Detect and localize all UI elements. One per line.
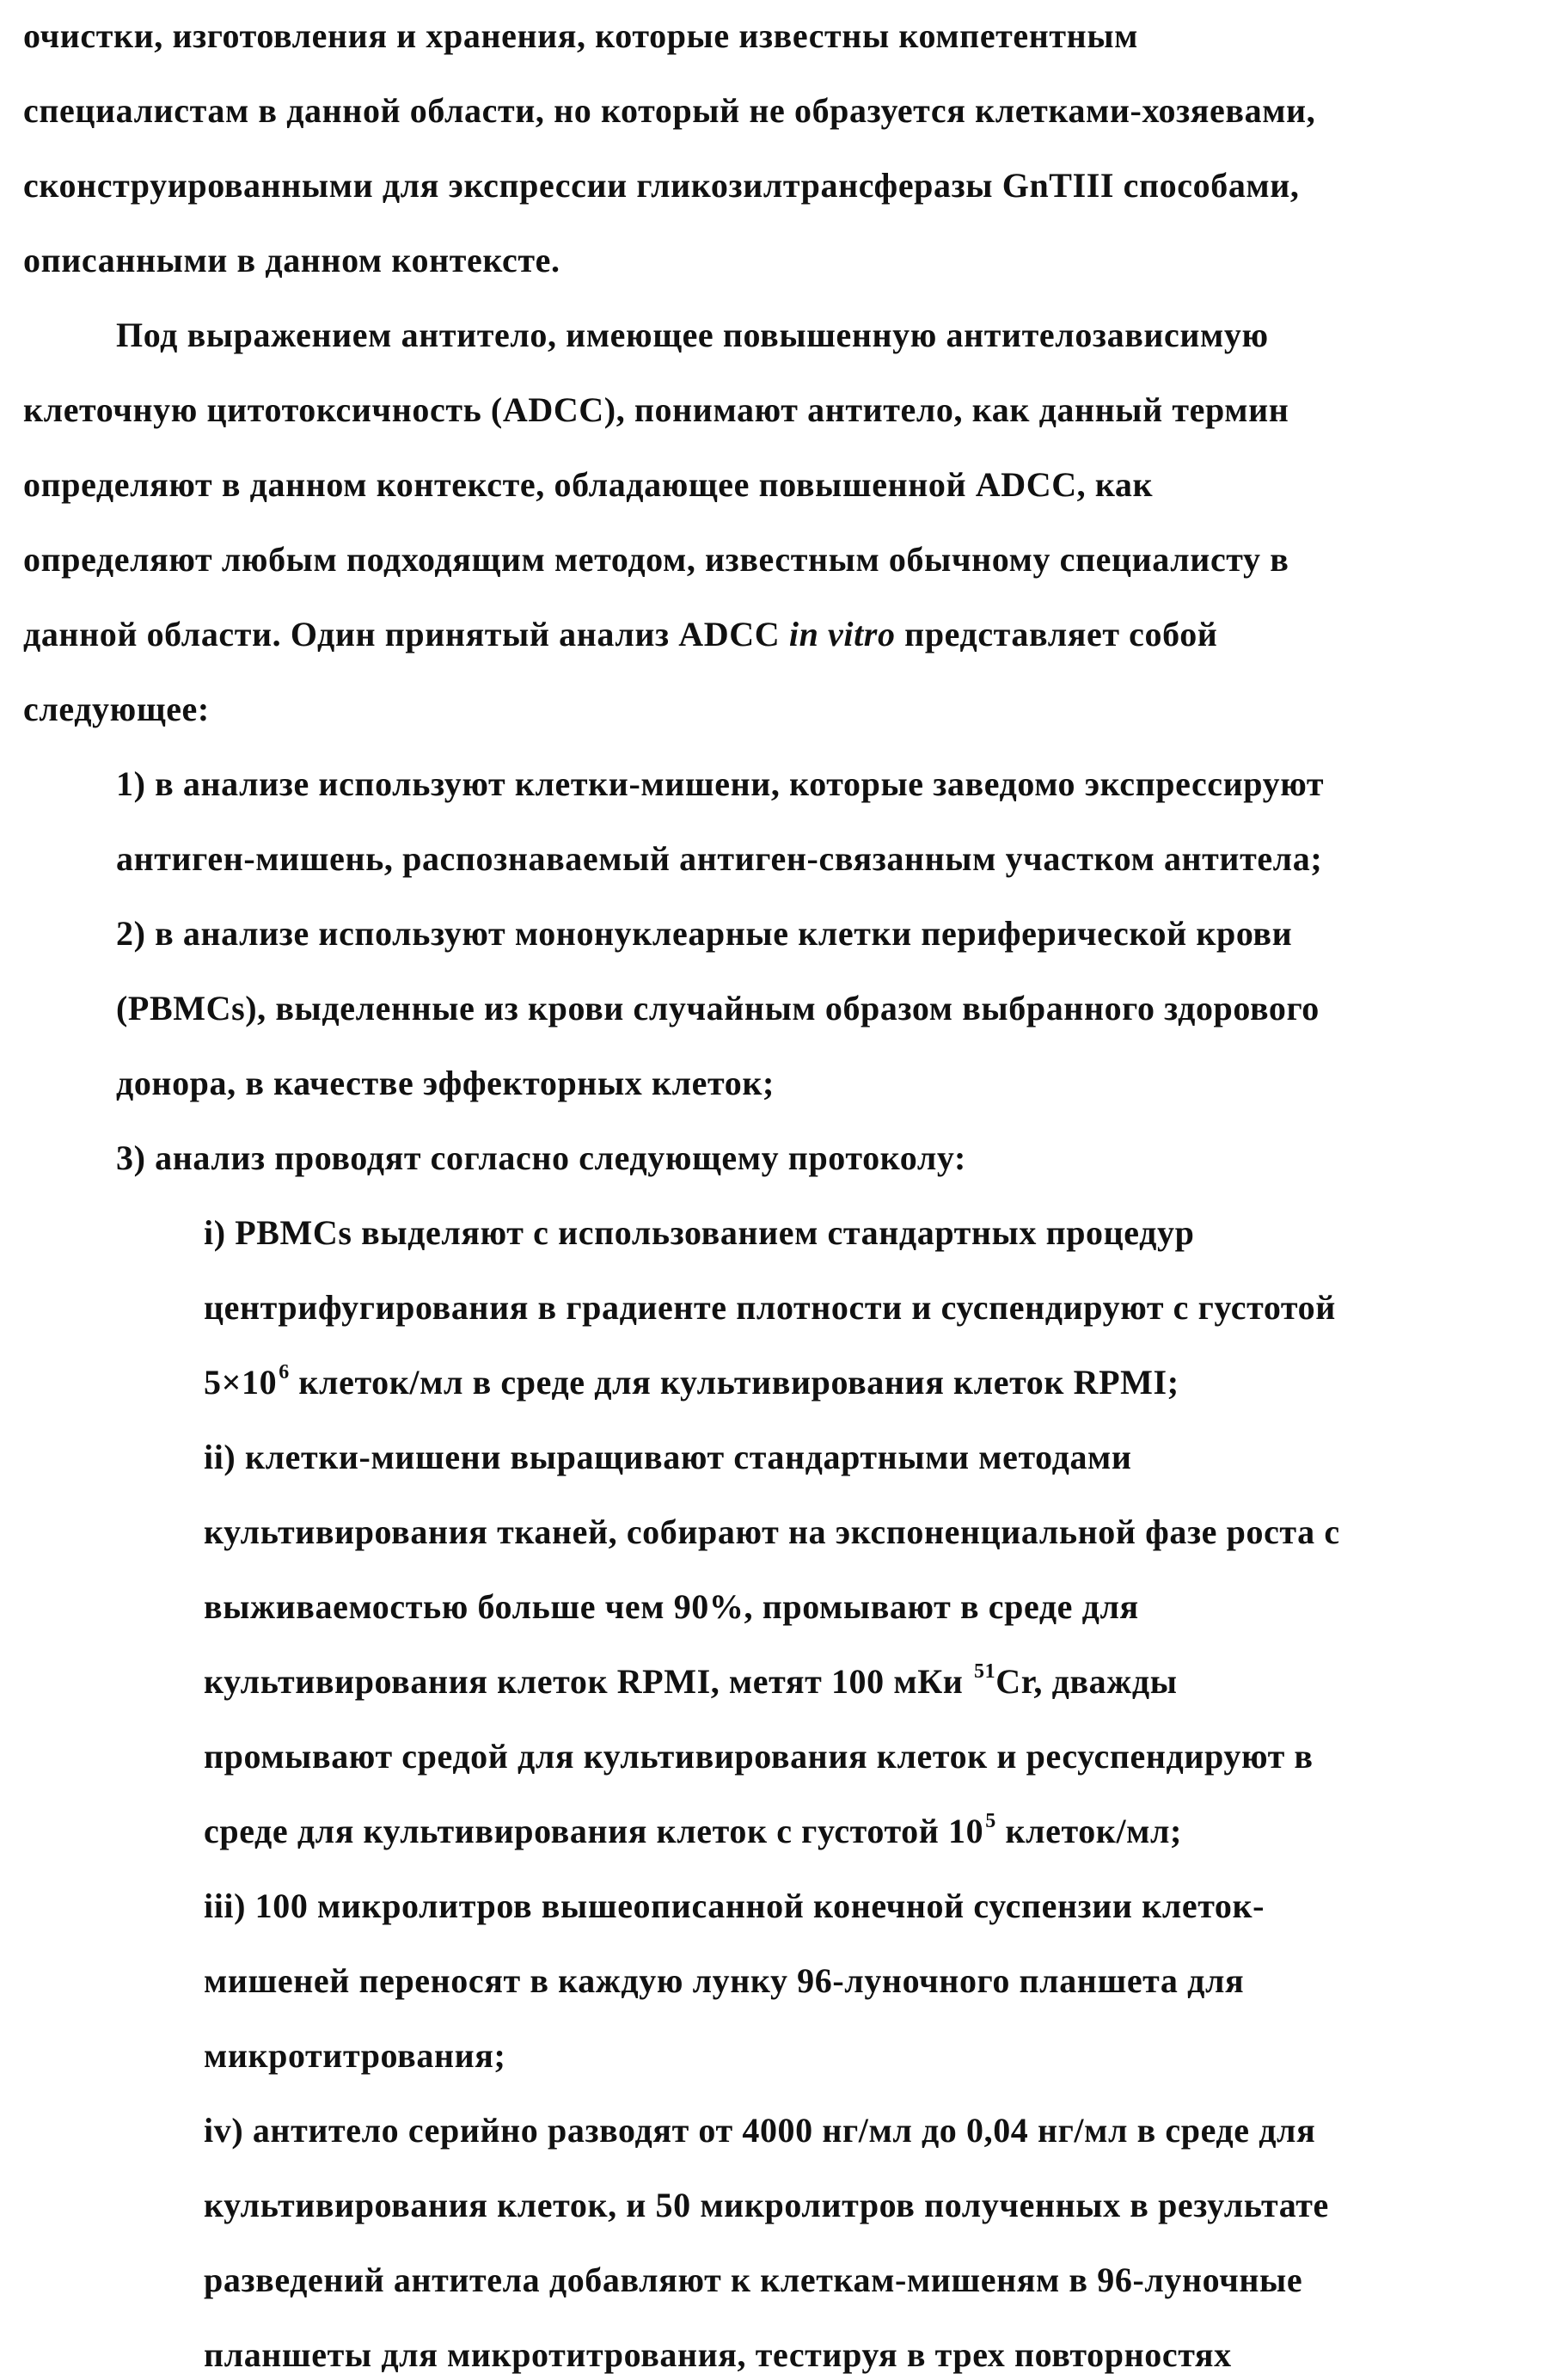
text-line: центрифугирования в градиенте плотности и суспендируют с густотой	[204, 1288, 1336, 1327]
list-item-3: 3) анализ проводят согласно следующему протоколу:	[116, 1138, 966, 1177]
text-span: среде для культивирования клеток с густотой 10	[204, 1812, 984, 1850]
text-line	[204, 1361, 1179, 1402]
text-line: специалистам в данной области, но который не образуется клетками-хозяевами,	[23, 91, 1316, 130]
text-line: донора, в качестве эффекторных клеток;	[116, 1064, 775, 1102]
list-item-1: 1) в анализе используют клетки-мишени, которые заведомо экспрессируют	[116, 764, 1325, 803]
text-span: данной области. Один принятый анализ ADCC	[23, 615, 789, 653]
sublist-item-iv: iv) антитело серийно разводят от 4000 нг/мл до 0,04 нг/мл в среде для	[204, 2111, 1316, 2150]
text-line: Под выражением антитело, имеющее повышенную антителозависимую	[116, 316, 1269, 354]
sublist-item-iii: iii) 100 микролитров вышеописанной конечной суспензии клеток-	[204, 1886, 1265, 1925]
text-line: промывают средой для культивирования клеток и ресуспендируют в	[204, 1737, 1314, 1776]
text-span: Cr, дважды	[995, 1662, 1178, 1701]
text-line: сконструированными для экспрессии гликозилтрансферазы GnTIII способами,	[23, 166, 1300, 205]
text-line	[23, 617, 1217, 652]
text-span: клеток/мл;	[995, 1812, 1182, 1850]
text-line: определяют любым подходящим методом, известным обычному специалисту в	[23, 540, 1289, 579]
text-line: определяют в данном контексте, обладающее повышенной ADCC, как	[23, 465, 1154, 504]
text-line	[204, 1810, 1182, 1850]
text-line: планшеты для микротитрования, тестируя в трех повторностях	[204, 2335, 1232, 2374]
text-line: клеточную цитотоксичность (ADCC), понимают антитело, как данный термин	[23, 390, 1289, 429]
sublist-item-ii: ii) клетки-мишени выращивают стандартными методами	[204, 1438, 1132, 1476]
superscript-isotope: 51	[974, 1660, 996, 1683]
superscript-exponent: 5	[985, 1810, 996, 1832]
superscript-exponent: 6	[279, 1361, 290, 1383]
text-line: следующее:	[23, 690, 210, 728]
text-span: представляет собой	[895, 615, 1218, 653]
text-line: микротитрования;	[204, 2036, 506, 2075]
text-line: культивирования тканей, собирают на экспоненциальной фазе роста с	[204, 1512, 1340, 1551]
text-line	[204, 1660, 1178, 1701]
text-span: культивирования клеток RPMI, метят 100 мКи	[204, 1662, 973, 1701]
text-line: мишеней переносят в каждую лунку 96-луночного планшета для	[204, 1961, 1245, 2000]
list-item-2: 2) в анализе используют мононуклеарные клетки периферической крови	[116, 914, 1293, 953]
italic-term-in-vitro: in vitro	[788, 615, 896, 653]
text-span: клеток/мл в среде для культивирования клеток RPMI;	[289, 1363, 1179, 1402]
text-line: (PBMCs), выделенные из крови случайным образом выбранного здорового	[116, 989, 1320, 1028]
sublist-item-i: i) PBMCs выделяют с использованием стандартных процедур	[204, 1213, 1195, 1252]
text-span: 5×10	[204, 1363, 278, 1402]
text-line: описанными в данном контексте.	[23, 241, 560, 279]
text-line: антиген-мишень, распознаваемый антиген-связанным участком антитела;	[116, 839, 1323, 878]
text-line: выживаемостью больше чем 90%, промывают в среде для	[204, 1587, 1139, 1626]
text-line: культивирования клеток, и 50 микролитров полученных в результате	[204, 2186, 1329, 2224]
text-line: разведений антитела добавляют к клеткам-мишеням в 96-луночные	[204, 2261, 1303, 2299]
text-line: очистки, изготовления и хранения, которые известны компетентным	[23, 16, 1138, 55]
